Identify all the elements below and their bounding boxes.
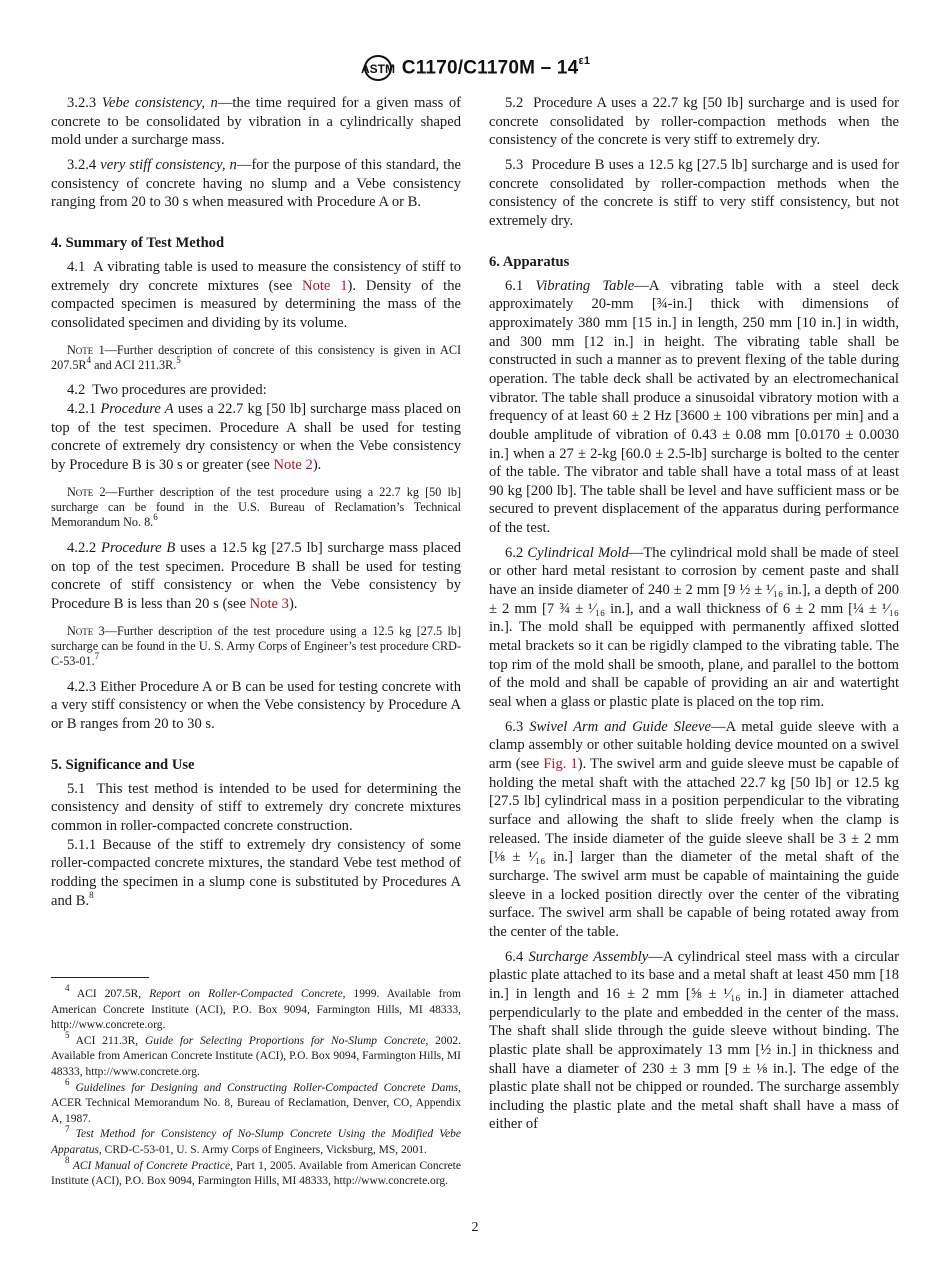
note-3-link[interactable]: Note 3 xyxy=(249,595,289,612)
para-3-2-3: 3.2.3 Vebe consistency, n—the time required for a given mass of concrete to be consolidated by vibration in a cylindrically shaped mold under a surcharge mass. xyxy=(51,95,461,149)
para-5-1: 5.1 This test method is intended to be used for determining the consistency and density of stiff to extremely dry concrete mixtures common in roller-compacted concrete construction. xyxy=(51,780,461,834)
footnote-4: $^4$ ACI 207.5R, Report on Roller-Compacted Concrete, 1999. Available from American Concrete Institute (ACI), P.O. Box 9094, Farmington Hills, MI 48333, http://www.concrete.org. xyxy=(51,983,461,1032)
para-5-2: 5.2 Procedure A uses a 22.7 kg [50 lb] surcharge and is used for concrete consolidated by roller-compaction methods when the consistency of the concrete is very stiff to extremely dry. xyxy=(489,95,899,149)
fig-1-link[interactable]: Fig. 1 xyxy=(543,756,578,772)
left-column xyxy=(51,94,461,910)
note-2-link[interactable]: Note 2 xyxy=(273,457,313,473)
para-6-1: 6.1 Vibrating Table—A vibrating table with a steel deck approximately 20-mm [¾-in.] thick with dimensions of approximately 380 mm [15 in.] in length, 250 mm [10 in.] in width, and 300 mm [12 in.] in height. The vibrating table shall be constructed in such a manner as to prevent flexing of the table during operation. The table deck shall be activated by an electromechanical vibrator. The table shall produce a sinusoidal vibratory motion with a frequency of at least 60 ± 2 Hz [3600 ± 100 vibrations per min] and a double amplitude of vibration of 0.43 ± 0.08 mm [0.0170 ± 0.0030 in.] when a 27 ± 2-kg [60.0 ± 2.5-lb] surcharge is bolted to the center of the table. The vibrator and table shall have a total mass of at least 90 kg [200 lb]. The table shall be level and have sufficient mass or be secured to prevent displacement of the apparatus during performance of the test. xyxy=(489,277,899,537)
page-header xyxy=(0,54,950,82)
footnote-7: $^7$ Test Method for Consistency of No-Slump Concrete Using the Modified Vebe Apparatus, CRD-C-53-01, U. S. Army Corps of Engineers, Vicksburg, MS, 2001. xyxy=(51,1123,461,1156)
para-6-3: 6.3 Swivel Arm and Guide Sleeve—A metal guide sleeve with a clamp assembly or other suitable holding device mounted on a swivel arm (see Fig. 1). The swivel arm and guide sleeve must be capable of holding the metal shaft with the attached 22.7 kg [50 lb] or 12.5 kg [27.5 lb] cylindrical mass in a position perpendicular to the vibrating surface and allowing the shaft to slide freely when the clamp is released. The inside diameter of the guide sleeve shall be 3 ± 2 mm [⅛ ± ¹⁄₁₆ in.] larger than the diameter of the metal shaft of the surcharge. The swivel arm must be capable of maintaining the guide sleeve in a locked position directly over the center of the vibrating surface. The swivel arm shall be capable of being rotated away from the center of the table. xyxy=(489,718,900,940)
section-4-heading: 4. Summary of Test Method xyxy=(51,234,225,251)
astm-logo-icon xyxy=(360,54,396,82)
para-4-1: 4.1 A vibrating table is used to measure the consistency of stiff to extremely dry concrete mixtures (see Note 1). Density of the compacted specimen is measured by determining the mass of the consolidated specimen and dividing by its volume. xyxy=(51,258,461,331)
note-1-link[interactable]: Note 1 xyxy=(302,277,348,294)
note-3: Note 3—Further description of the test procedure using a 12.5 kg [27.5 lb] surcharge can be found in the U. S. Army Corps of Engineer’s test procedure CRD-C-53-01.$^7$ xyxy=(51,623,461,669)
footnote-divider xyxy=(51,977,149,978)
para-4-2-1: 4.2.1 Procedure A uses a 22.7 kg [50 lb] surcharge mass placed on top of the test specimen. Procedure A shall be used for testing concrete of extremely dry consistency or when the Vebe consistency by Procedure B is 30 s or greater (see Note 2). xyxy=(51,401,462,473)
para-5-3: 5.3 Procedure B uses a 12.5 kg [27.5 lb] surcharge and is used for concrete consolidated by roller-compaction methods when the consistency of the concrete is stiff to very stiff consistency, but not extremely dry. xyxy=(489,156,900,229)
para-6-4: 6.4 Surcharge Assembly—A cylindrical steel mass with a circular plastic plate attached to its base and a metal shaft at least 450 mm [18 in.] in length and 16 ± 2 mm [⅝ ± ¹⁄₁₆ in.] in diameter attached perpendicularly to the plate and embedded in the center of the mass. The shaft shall slide through the guide sleeve without binding. The plastic plate shall be approximately 13 mm [½ in.] in thickness and shall have a diameter of 230 ± 3 mm [9 ± ⅛ in.]. The edge of the plastic plate shall not be chipped or rounded. The surcharge assembly including the plastic plate and the metal shaft shall have a mass of either of xyxy=(489,948,900,1133)
section-5-heading: 5. Significance and Use xyxy=(51,756,195,773)
note-2: Note 2—Further description of the test procedure using a 22.7 kg [50 lb] surcharge can be found in the U.S. Bureau of Reclamation’s Technical Memorandum No. 8.$^6$ xyxy=(51,484,462,530)
para-4-2-3: 4.2.3 Either Procedure A or B can be used for testing concrete with a very stiff consistency or when the Vebe consistency by Procedure A or B ranges from 20 to 30 s. xyxy=(51,678,461,733)
para-4-2-2: 4.2.2 Procedure B uses a 12.5 kg [27.5 lb] surcharge mass placed on top of the test specimen. Procedure B shall be used for testing concrete of stiff consistency or when the Vebe consistency by Procedure B is less than 20 s (see Note 3). xyxy=(51,539,462,612)
page-number: 2 xyxy=(471,1220,479,1235)
standard-designation: $C1170/C1170M - 14^{\varepsilon 1}$ xyxy=(401,54,591,79)
footnotes xyxy=(51,983,461,1190)
footnote-8: $^8$ ACI Manual of Concrete Practice, Part 1, 2005. Available from American Concrete Institute (ACI), P.O. Box 9094, Farmington Hills, MI 48333, http://www.concrete.org. xyxy=(51,1154,461,1188)
note-1: Note 1—Further description of concrete of this consistency is given in ACI 207.5R$^4$ and ACI 211.3R.$^5$ xyxy=(51,342,462,372)
section-6-heading: 6. Apparatus xyxy=(489,253,570,270)
svg-text:ASTM: ASTM xyxy=(360,62,395,76)
para-3-2-4: 3.2.4 very stiff consistency, n—for the purpose of this standard, the consistency of concrete having no slump and a Vebe consistency ranging from 20 to 30 s when measured with Procedure A or B. xyxy=(51,156,461,211)
footnote-6: $^6$ Guidelines for Designing and Constructing Roller-Compacted Concrete Dams, ACER Technical Memorandum No. 8, Bureau of Reclamation, Denver, CO, Appendix A, 1987. xyxy=(51,1076,461,1125)
para-5-1-1: 5.1.1 Because of the stiff to extremely dry consistency of some roller-compacted concrete mixtures, the standard Vebe test method of rodding the specimen in a slump cone is substituted by Procedures A and B.$^8$ xyxy=(51,836,461,909)
para-4-2: 4.2 Two procedures are provided: xyxy=(67,382,267,399)
footnote-5: $^5$ ACI 211.3R, Guide for Selecting Proportions for No-Slump Concrete, 2002. Available from American Concrete Institute (ACI), P.O. Box 9094, Farmington Hills, MI 48333, http://www.concrete.org. xyxy=(51,1029,461,1078)
right-column xyxy=(489,94,899,1134)
para-6-2: 6.2 Cylindrical Mold—The cylindrical mold shall be made of steel or other hard metal resistant to corrosion by cement paste and shall have an inside diameter of 240 ± 2 mm [9 ½ ± ¹⁄₁₆ in.], a depth of 200 ± 2 mm [7 ¾ ± ¹⁄₁₆ in.], and a wall thickness of 6 ± 2 mm [¼ ± ¹⁄₁₆ in.]. The mold shall be equipped with permanently affixed slotted metal brackets so it can be rigidly clamped to the vibrating table. The top rim of the mold shall be smooth, plane, and parallel to the bottom of the mold and shall be capable of providing an air and watertight seal when a glass or plastic plate is placed on the top rim. xyxy=(489,544,899,711)
